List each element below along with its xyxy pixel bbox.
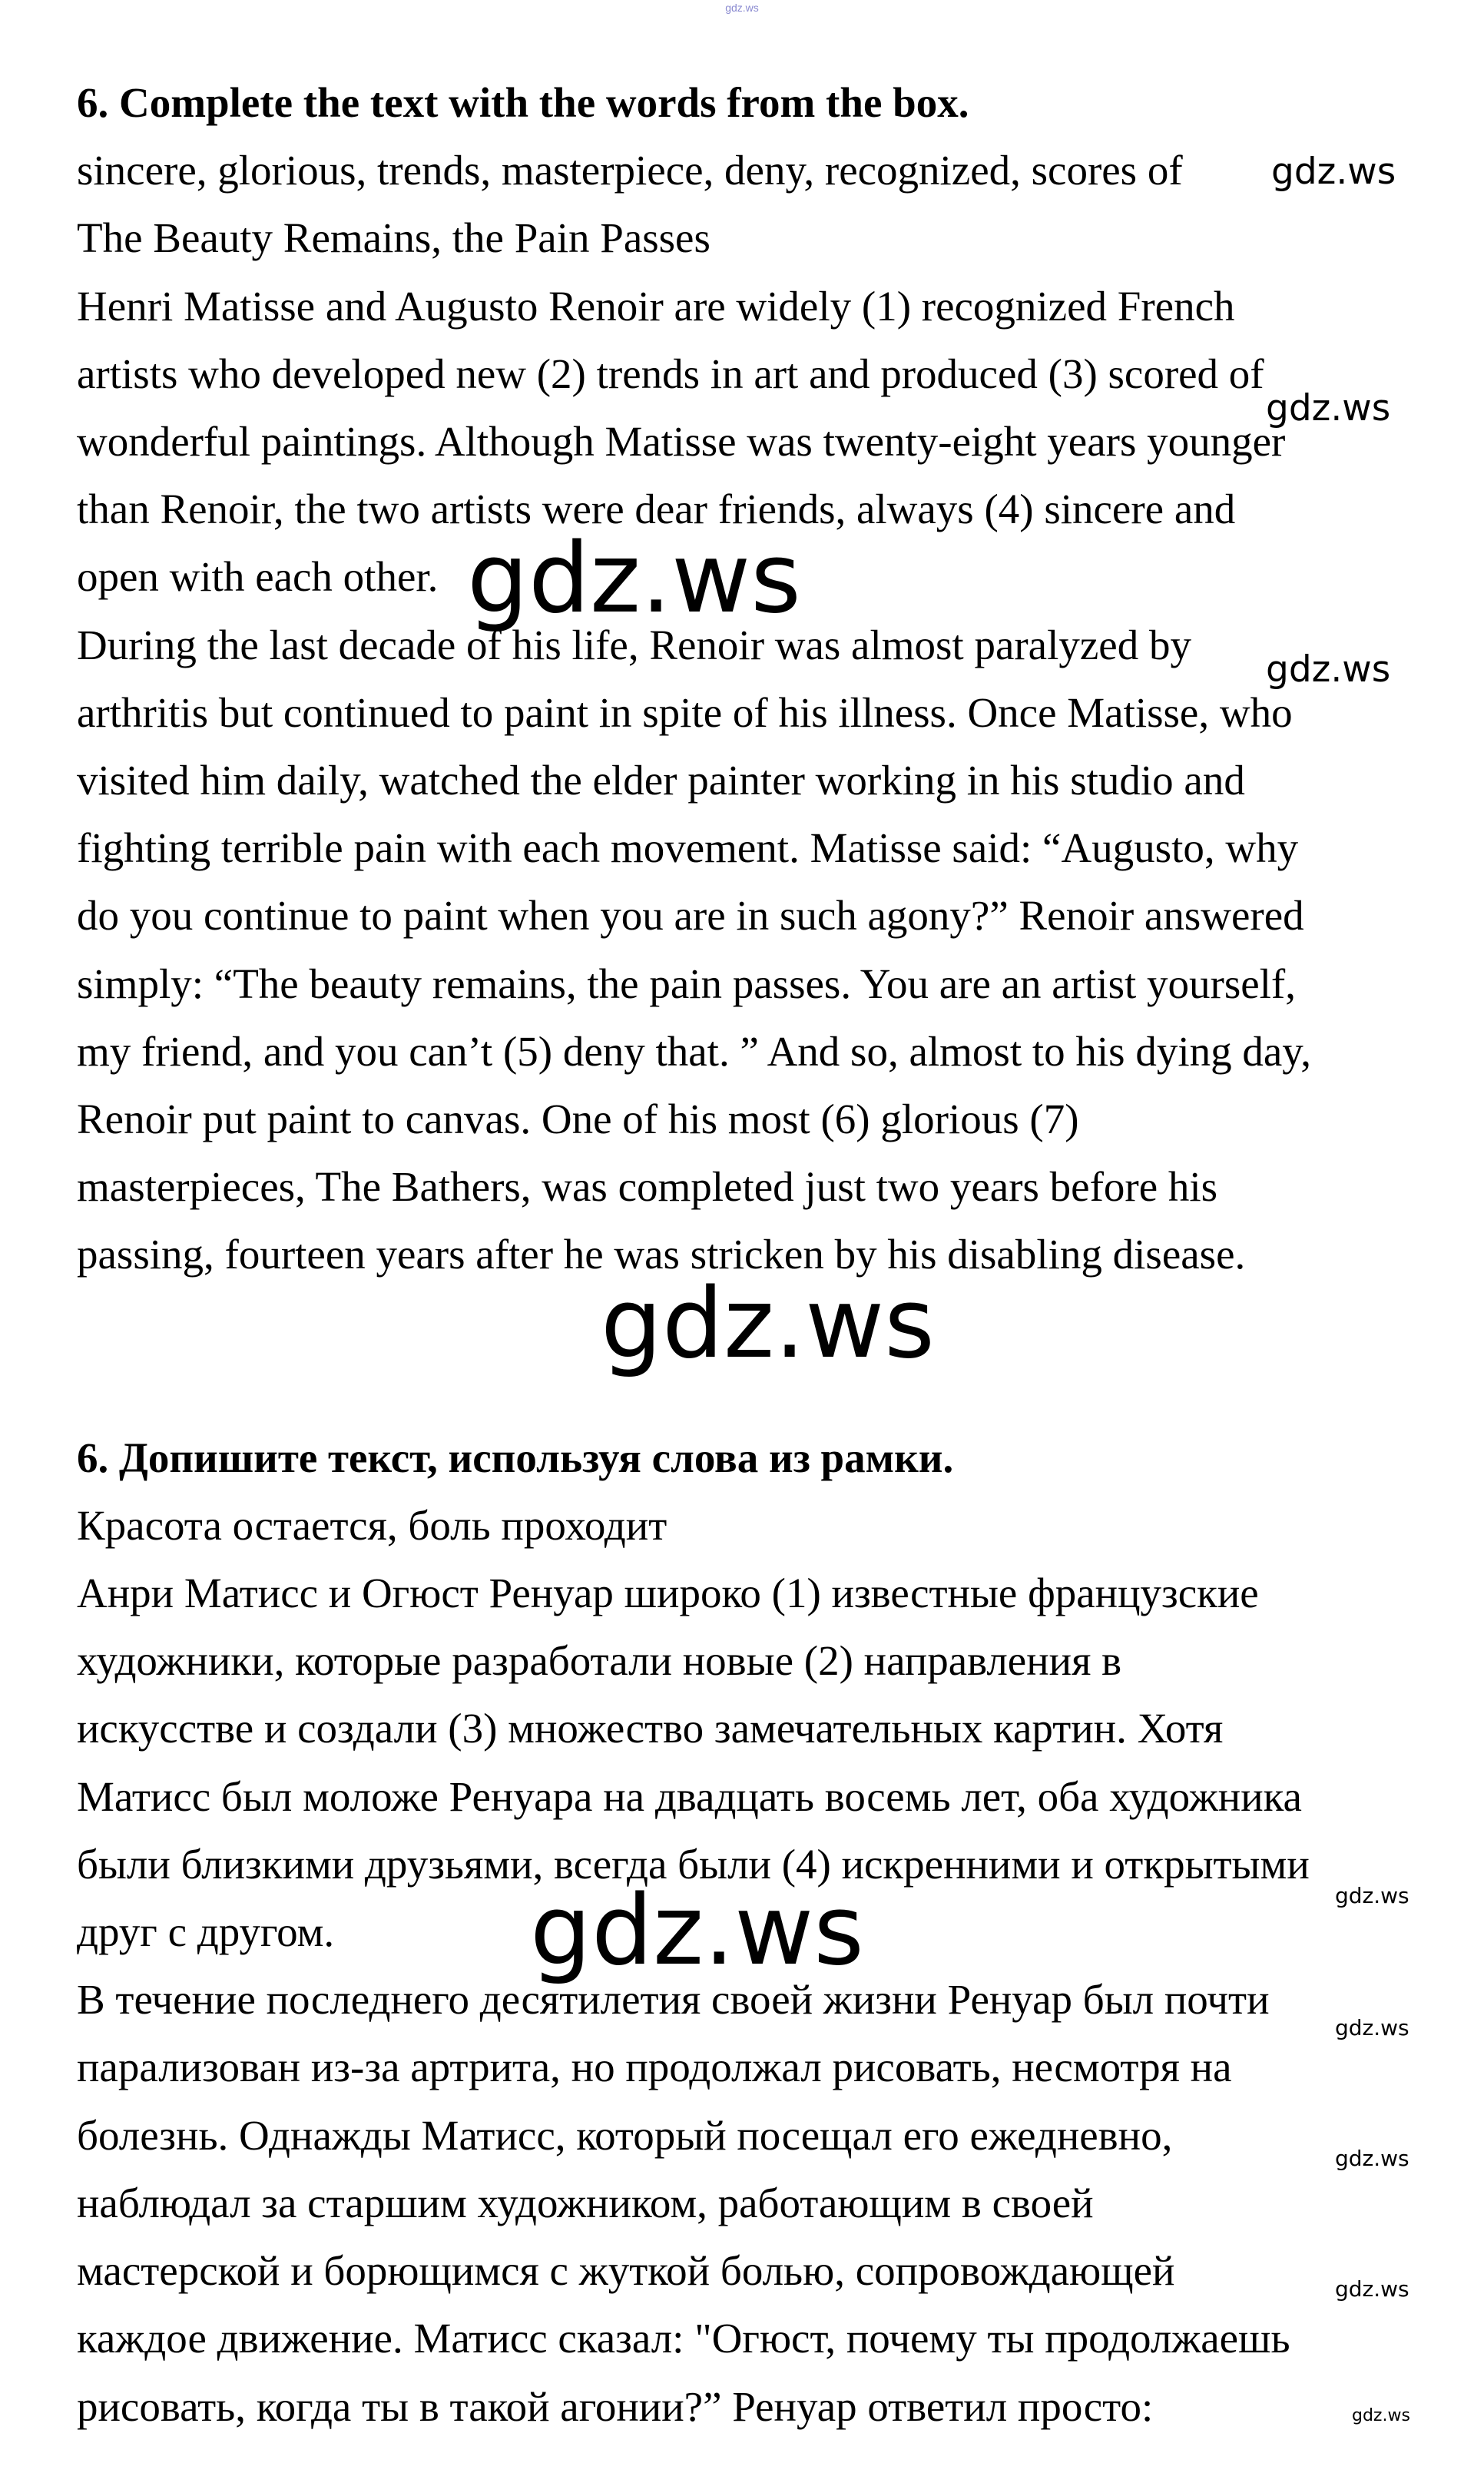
watermark: gdz.ws <box>1335 2276 1409 2302</box>
text-line-en: fighting terrible pain with each movement. Matisse said: “Augusto, why <box>77 824 1299 872</box>
text-line-en: artists who developed new (2) trends in art and produced (3) scored of <box>77 350 1264 397</box>
text-line-en: arthritis but continued to paint in spite of his illness. Once Matisse, who <box>77 688 1293 736</box>
text-title-ru: Красота остается, боль проходит <box>77 1501 667 1549</box>
text-line-ru: рисовать, когда ты в такой агонии?” Ренуар ответил просто: <box>77 2382 1154 2430</box>
text-line-en: than Renoir, the two artists were dear friends, always (4) sincere and <box>77 486 1236 533</box>
watermark: gdz.ws <box>1266 648 1391 691</box>
text-line-en: open with each other. <box>77 553 439 601</box>
text-line-ru: наблюдал за старшим художником, работающим в своей <box>77 2179 1094 2226</box>
text-line-en: simply: “The beauty remains, the pain passes. You are an artist yourself, <box>77 960 1296 1007</box>
text-line-en: passing, fourteen years after he was stricken by his disabling disease. <box>77 1231 1246 1278</box>
text-line-en: wonderful paintings. Although Matisse was twenty-eight years younger <box>77 418 1286 466</box>
text-line-ru: В течение последнего десятилетия своей жизни Ренуар был почти <box>77 1976 1270 2024</box>
watermark: gdz.ws <box>1335 2015 1409 2040</box>
english-text <box>77 273 1429 1289</box>
text-line-ru: мастерской и борющимся с жуткой болью, сопровождающей <box>77 2247 1175 2295</box>
text-line-ru: друг с другом. <box>77 1908 335 1956</box>
watermark: gdz.ws <box>1352 2406 1410 2425</box>
text-line-ru: были близкими друзьями, всегда были (4) искренними и открытыми <box>77 1840 1310 1888</box>
text-line-ru: болезнь. Однажды Матисс, который посещал его ежедневно, <box>77 2111 1173 2159</box>
text-line-en: visited him daily, watched the elder painter working in his studio and <box>77 757 1245 804</box>
text-line-en: Henri Matisse and Augusto Renoir are widely (1) recognized French <box>77 282 1235 330</box>
watermark: gdz.ws <box>467 522 801 635</box>
text-line-ru: искусстве и создали (3) множество замечательных картин. Хотя <box>77 1705 1224 1752</box>
document-body <box>77 69 1429 2441</box>
text-line-en: During the last decade of his life, Renoir was almost paralyzed by <box>77 621 1191 668</box>
text-line-ru: художники, которые разработали новые (2) направления в <box>77 1637 1122 1685</box>
text-line-ru: каждое движение. Матисс сказал: "Огюст, почему ты продолжаешь <box>77 2315 1290 2362</box>
text-line-en: masterpieces, The Bathers, was completed just two years before his <box>77 1163 1218 1211</box>
text-line-ru: Анри Матисс и Огюст Ренуар широко (1) известные французские <box>77 1570 1259 1617</box>
text-line-ru: Матисс был моложе Ренуара на двадцать восемь лет, оба художника <box>77 1772 1302 1820</box>
russian-text <box>77 1560 1429 2441</box>
watermark: gdz.ws <box>601 1267 935 1380</box>
watermark: gdz.ws <box>1271 151 1396 193</box>
watermark: gdz.ws <box>1266 387 1391 429</box>
text-line-ru: парализован из-за артрита, но продолжал рисовать, несмотря на <box>77 2044 1232 2091</box>
watermark: gdz.ws <box>1335 1883 1409 1908</box>
exercise-heading-en: 6. Complete the text with the words from the box. <box>77 79 969 126</box>
text-line-en: my friend, and you can’t (5) deny that. ” And so, almost to his dying day, <box>77 1027 1311 1075</box>
text-line-en: Renoir put paint to canvas. One of his most (6) glorious (7) <box>77 1096 1079 1143</box>
text-line-en: do you continue to paint when you are in such agony?” Renoir answered <box>77 892 1304 940</box>
text-title-en: The Beauty Remains, the Pain Passes <box>77 214 711 262</box>
english-section <box>77 69 1429 1289</box>
top-watermark: gdz.ws <box>725 2 759 14</box>
watermark: gdz.ws <box>1335 2146 1409 2171</box>
word-box: sincere, glorious, trends, masterpiece, deny, recognized, scores of <box>77 147 1183 194</box>
exercise-heading-ru: 6. Допишите текст, используя слова из рамки. <box>77 1434 954 1481</box>
watermark: gdz.ws <box>530 1874 864 1987</box>
